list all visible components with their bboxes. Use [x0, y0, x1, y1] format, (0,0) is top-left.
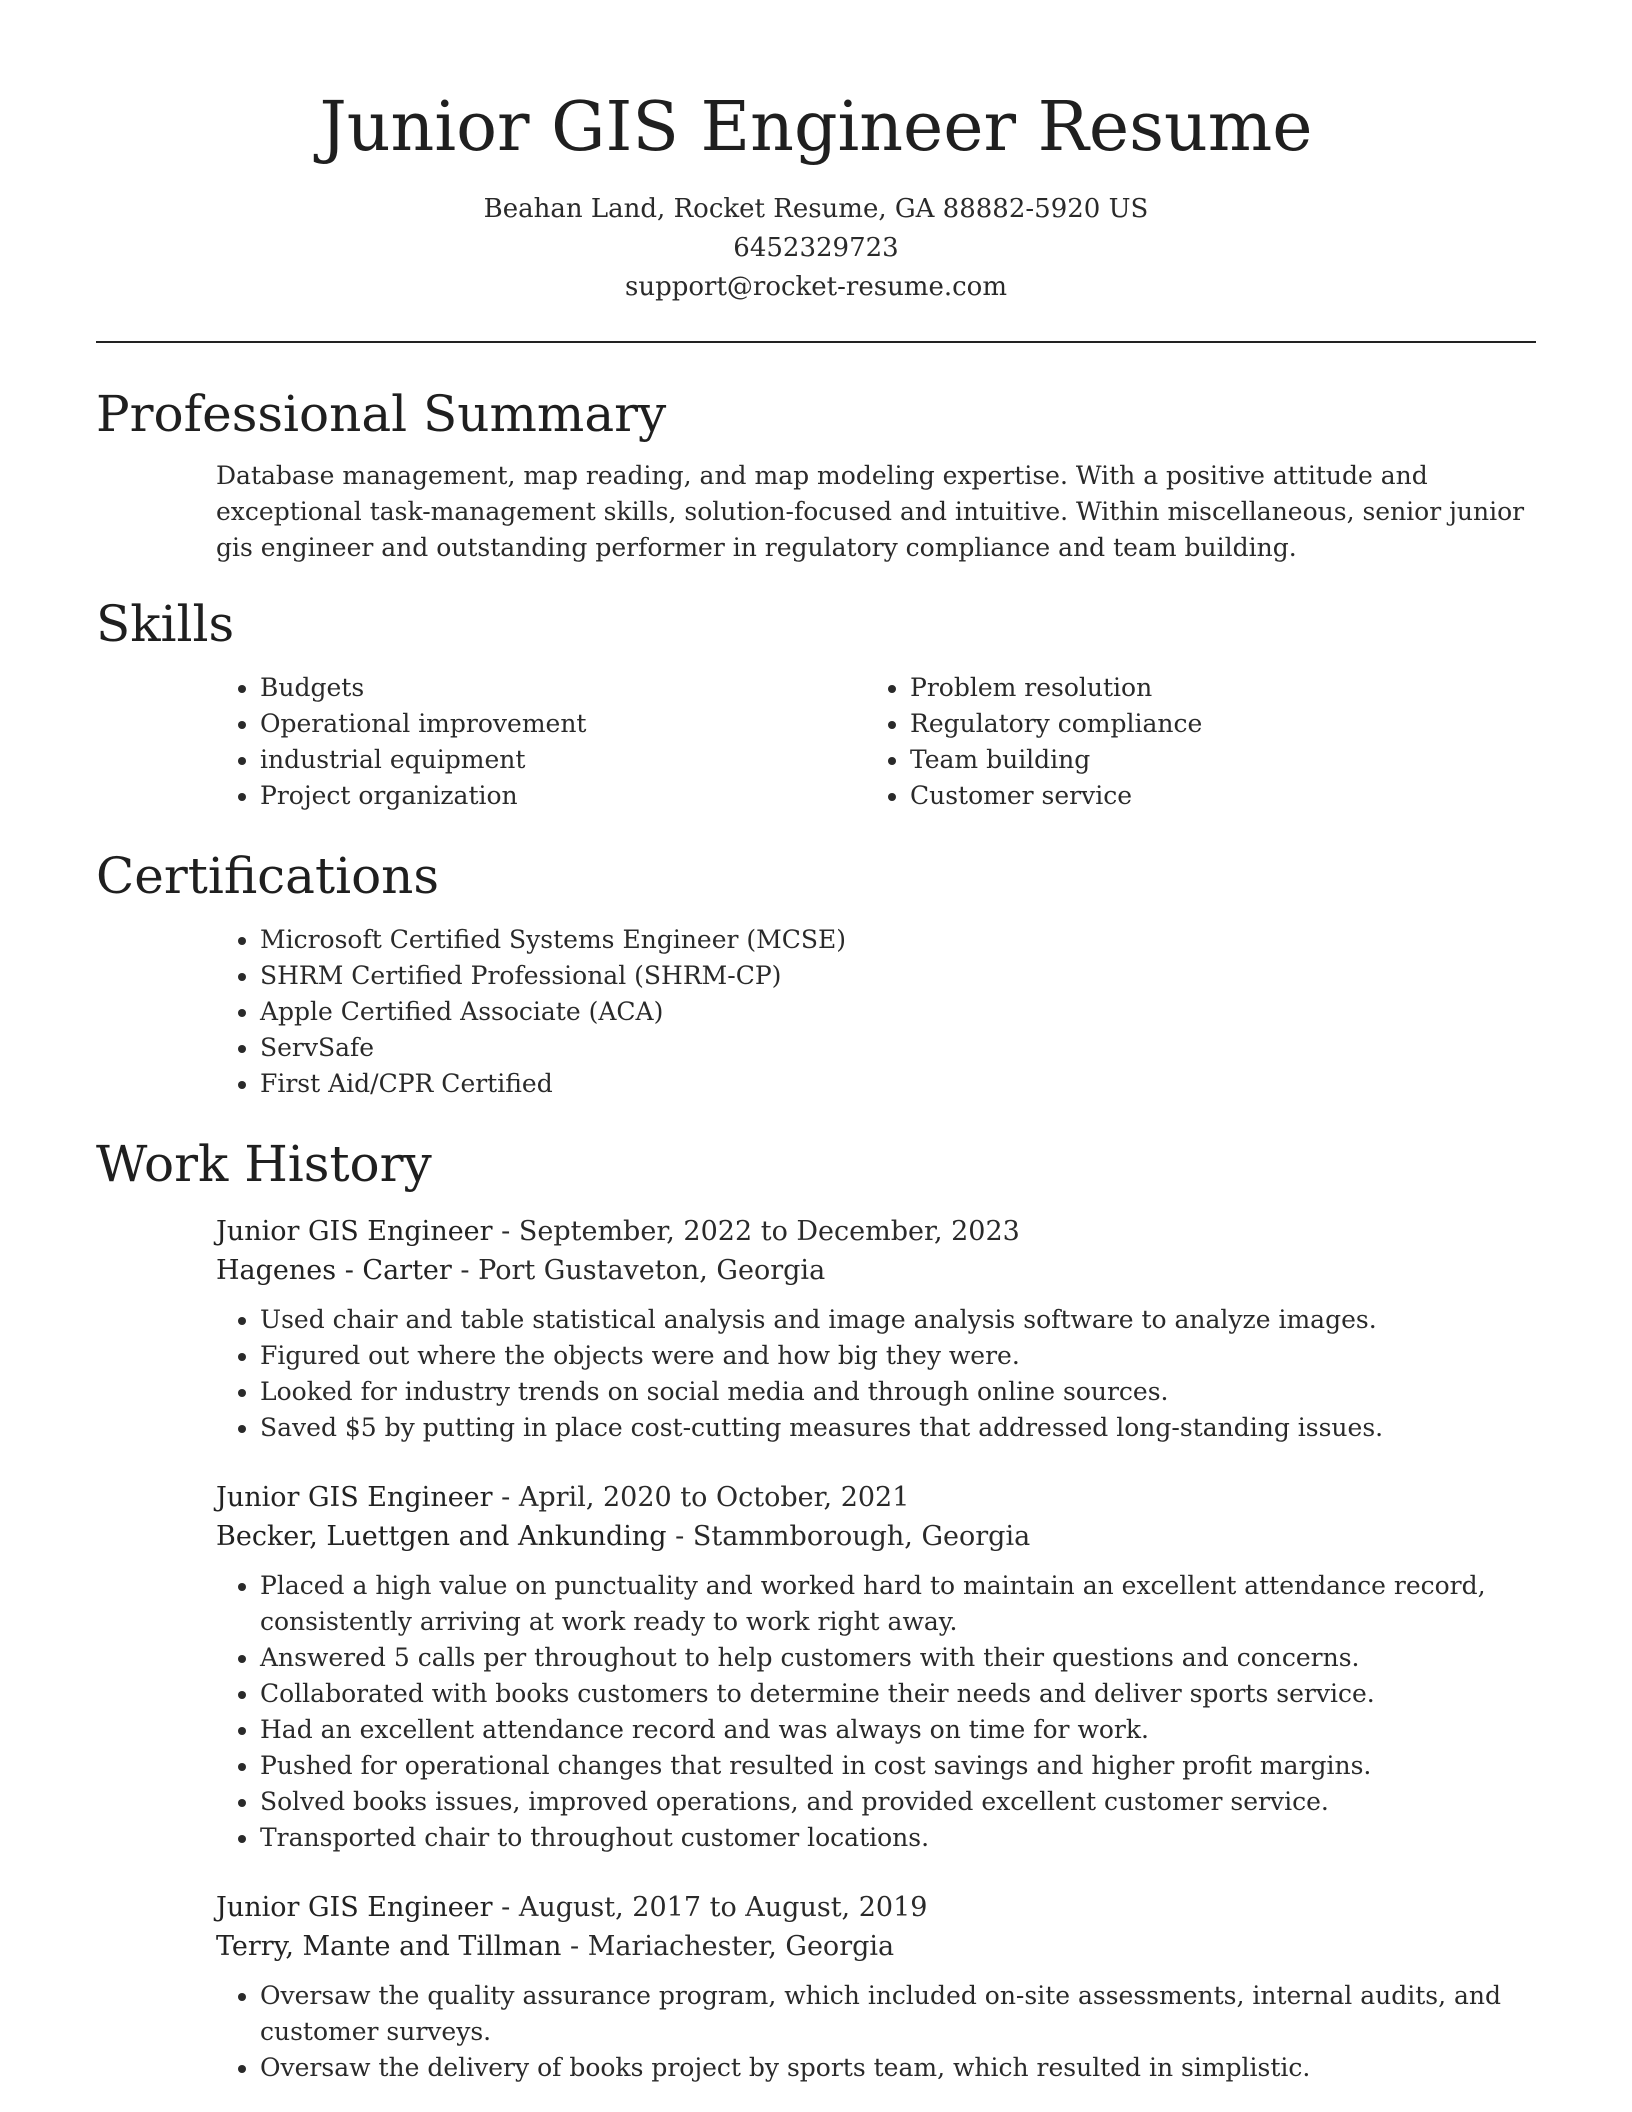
work-history-section	[96, 1128, 1536, 2086]
skill-item: • Operational improvement	[260, 706, 866, 742]
job-company-line	[216, 1251, 1536, 1290]
job-company: Hagenes - Carter	[216, 1255, 452, 1286]
job-company-line	[216, 1927, 1536, 1966]
job-company-line	[216, 1517, 1536, 1556]
job-company: Terry, Mante and Tillman	[216, 1931, 562, 1962]
certifications-list	[216, 922, 1536, 1102]
job-bullet: • Looked for industry trends on social media and through online sources.	[260, 1374, 1580, 1410]
skill-item: • Project organization	[260, 778, 866, 814]
summary-heading: Professional Summary	[96, 385, 667, 443]
job-title-line	[216, 1888, 1536, 1927]
contact-email: support@rocket-resume.com	[624, 272, 1007, 302]
certification-item: • First Aid/CPR Certified	[260, 1066, 1536, 1102]
job-bullet: • Transported chair to throughout customer locations.	[260, 1820, 1580, 1856]
skills-section	[96, 588, 1536, 814]
job-location: - Port Gustaveton, Georgia	[451, 1255, 826, 1286]
contact-address: Beahan Land, Rocket Resume, GA 88882-5920 US	[483, 194, 1149, 224]
job-location: - Stammborough, Georgia	[666, 1521, 1031, 1552]
job-title-line	[216, 1212, 1536, 1251]
job-bullet: • Figured out where the objects were and how big they were.	[260, 1338, 1580, 1374]
skills-column-left	[216, 670, 866, 814]
certification-item: • Apple Certified Associate (ACA)	[260, 994, 1536, 1030]
certification-item: • ServSafe	[260, 1030, 1536, 1066]
job-entry	[216, 1212, 1536, 1446]
resume-header	[0, 0, 1632, 307]
job-bullet: • Answered 5 calls per throughout to help customers with their questions and concerns.	[260, 1640, 1580, 1676]
job-bullets	[216, 1302, 1580, 1446]
job-location: - Mariachester, Georgia	[561, 1931, 895, 1962]
certifications-list-wrap	[216, 922, 1536, 1102]
jobs-list	[96, 1212, 1536, 2086]
certification-item: • SHRM Certified Professional (SHRM-CP)	[260, 958, 1536, 994]
skill-item: • industrial equipment	[260, 742, 866, 778]
job-entry	[216, 1888, 1536, 2086]
job-bullet: • Pushed for operational changes that resulted in cost savings and higher profit margins.	[260, 1748, 1580, 1784]
contact-phone: 6452329723	[733, 233, 899, 263]
job-bullet: • Saved $5 by putting in place cost-cutting measures that addressed long-standing issues.	[260, 1410, 1580, 1446]
summary-text: Database management, map reading, and map modeling expertise. With a positive attitude and exceptional task-management skills, solution-focused and intuitive. Within miscellaneous, senior junior gis engineer and outstanding performer in regulatory compliance and team building.	[216, 461, 1525, 562]
job-role: Junior GIS Engineer	[216, 1482, 493, 1513]
job-dates: - September, 2022 to December, 2023	[492, 1216, 1020, 1247]
job-dates: - August, 2017 to August, 2019	[492, 1892, 928, 1923]
certifications-section	[96, 840, 1536, 1102]
skill-item: • Budgets	[260, 670, 866, 706]
job-bullet: • Had an excellent attendance record and was always on time for work.	[260, 1712, 1580, 1748]
job-role: Junior GIS Engineer	[216, 1892, 493, 1923]
job-dates: - April, 2020 to October, 2021	[492, 1482, 910, 1513]
job-bullets	[216, 1568, 1580, 1856]
job-role: Junior GIS Engineer	[216, 1216, 493, 1247]
job-bullets	[216, 1978, 1580, 2086]
skills-columns	[216, 670, 1536, 814]
job-title-line	[216, 1478, 1536, 1517]
skill-item: • Regulatory compliance	[910, 706, 1516, 742]
job-company: Becker, Luettgen and Ankunding	[216, 1521, 667, 1552]
skill-item: • Team building	[910, 742, 1516, 778]
skills-column-right	[866, 670, 1516, 814]
job-bullet: • Oversaw the delivery of books project by sports team, which resulted in simplistic.	[260, 2050, 1580, 2086]
summary-section	[96, 378, 1536, 566]
job-bullet: • Collaborated with books customers to determine their needs and deliver sports service.	[260, 1676, 1580, 1712]
job-bullet: • Solved books issues, improved operations, and provided excellent customer service.	[260, 1784, 1580, 1820]
job-entry	[216, 1478, 1536, 1856]
skills-list-left	[216, 670, 866, 814]
resume-content	[96, 378, 1536, 2086]
skill-item: • Problem resolution	[910, 670, 1516, 706]
job-bullet: • Used chair and table statistical analysis and image analysis software to analyze images.	[260, 1302, 1580, 1338]
certification-item: • Microsoft Certified Systems Engineer (MCSE)	[260, 922, 1536, 958]
certifications-heading: Certifications	[96, 847, 440, 905]
resume-title: Junior GIS Engineer Resume	[319, 88, 1313, 167]
skills-list-right	[866, 670, 1516, 814]
skill-item: • Customer service	[910, 778, 1516, 814]
skills-heading: Skills	[96, 595, 235, 653]
work-history-heading: Work History	[96, 1135, 432, 1193]
job-bullet: • Placed a high value on punctuality and worked hard to maintain an excellent attendance record, consistently arriving at work ready to work right away.	[260, 1568, 1580, 1640]
job-bullet: • Oversaw the quality assurance program, which included on-site assessments, internal audits, and customer surveys.	[260, 1978, 1580, 2050]
header-divider	[96, 341, 1536, 343]
contact-block	[0, 190, 1632, 307]
